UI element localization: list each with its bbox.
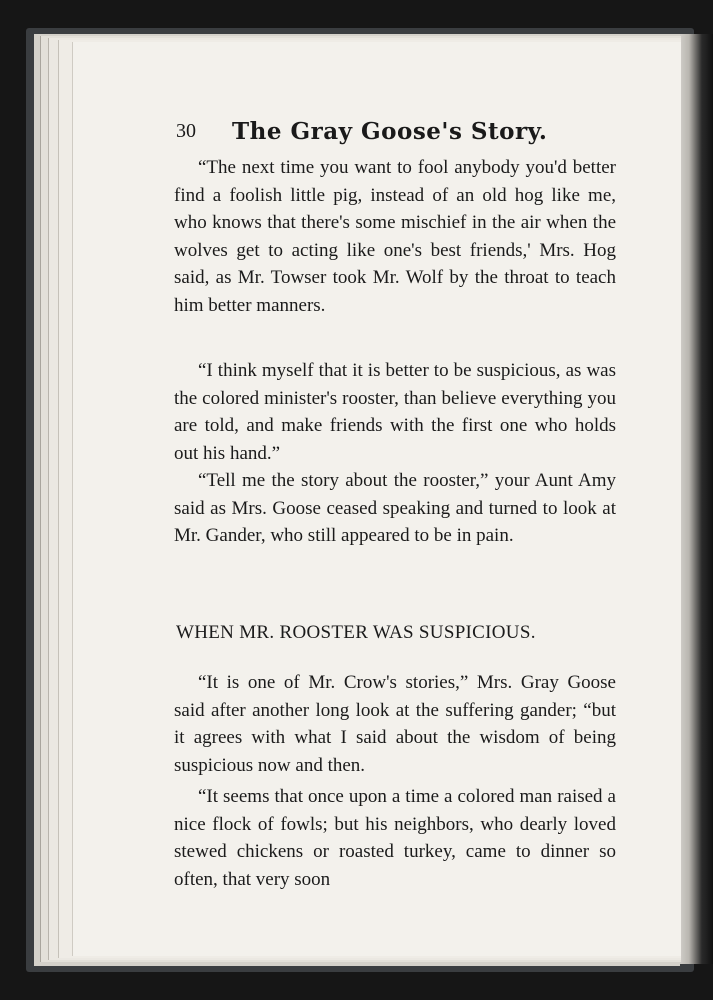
paragraph <box>174 467 616 550</box>
page-number: 30 <box>176 120 196 142</box>
paragraph-text: “It is one of Mr. Crow's stories,” Mrs. Gray Goose said after another long look at the suffering gander; “but it agrees with what I said about the wisdom of being suspicious now and then. <box>174 672 616 776</box>
paragraph <box>174 669 616 779</box>
paragraph <box>174 783 616 893</box>
paragraph-text: “I think myself that it is better to be suspicious, as was the colored minister's rooster, than believe everything you are told, and make friends with the first one who holds out his hand.” <box>174 360 616 464</box>
running-header <box>176 118 616 148</box>
section-heading: WHEN MR. ROOSTER WAS SUSPICIOUS. <box>176 622 536 643</box>
paragraph <box>174 357 616 467</box>
paragraph <box>174 154 616 319</box>
paragraph-text: “Tell me the story about the rooster,” your Aunt Amy said as Mrs. Goose ceased speaking and turned to look at Mr. Gander, who still appeared to be in pain. <box>174 470 616 546</box>
paragraph-text: “It seems that once upon a time a colored man raised a nice flock of fowls; but his neighbors, who dearly loved stewed chickens or roasted turkey, came to dinner so often, that very soon <box>174 786 616 890</box>
book-spine-shadow <box>676 34 713 964</box>
running-title: The Gray Goose's Story. <box>232 118 548 145</box>
paragraph-text: “The next time you want to fool anybody you'd better find a foolish little pig, instead of an old hog like me, who knows that there's some mischief in the air when the wolves get to acting like one's best friends,' Mrs. Hog said, as Mr. Towser took Mr. Wolf by the throat to teach him better manners. <box>174 157 616 316</box>
